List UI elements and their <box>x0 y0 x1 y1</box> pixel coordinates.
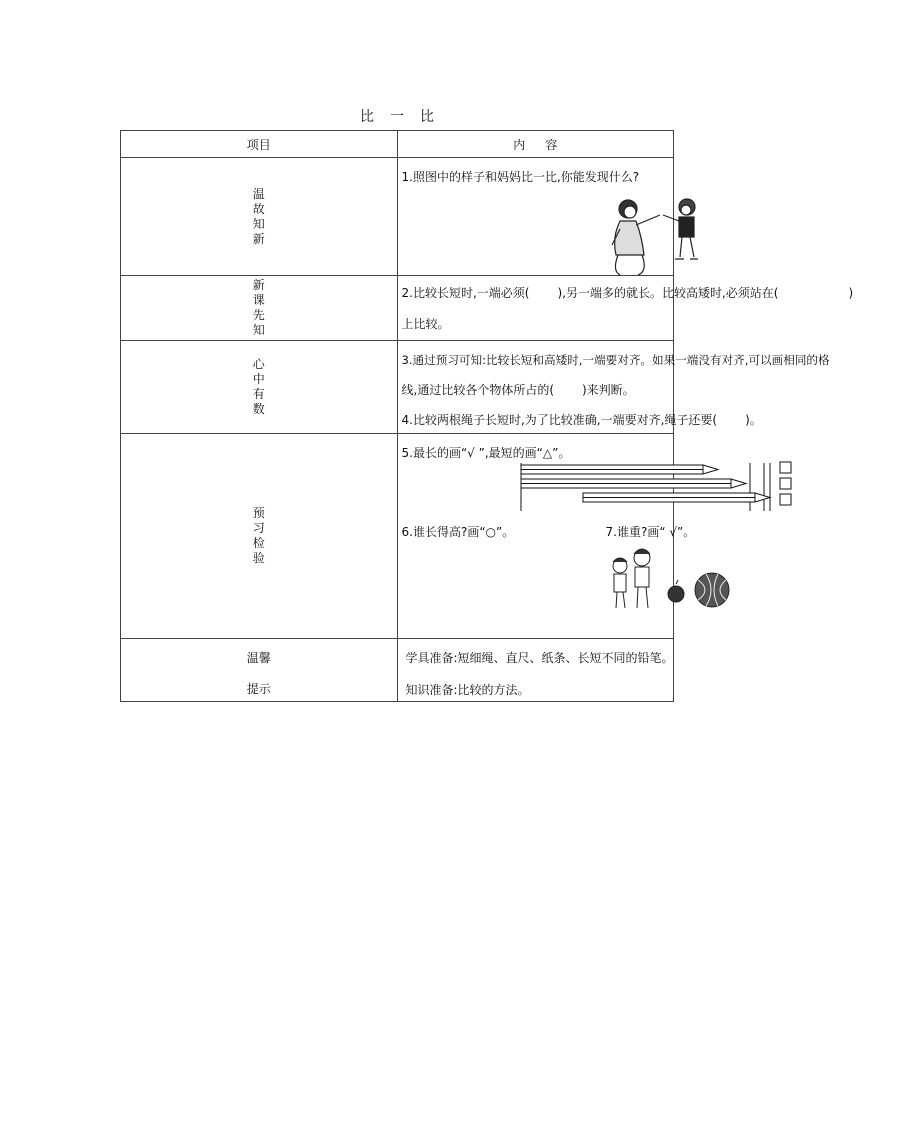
question-3-cont <box>398 383 674 398</box>
height-weight-illustration <box>398 540 916 614</box>
row-label-text: 预习检验 <box>252 506 265 565</box>
row-label-review <box>121 158 398 276</box>
row-content-summary <box>397 341 830 434</box>
row-content-preview <box>397 276 854 341</box>
question-3-part: )来判断。 <box>582 383 635 397</box>
page-title <box>0 106 794 126</box>
header-content-char: 内 <box>513 137 526 152</box>
question-5: 5.最长的画“√ ”,最短的画“△”。 <box>401 446 571 460</box>
question-7: 7.谁重?画“ √”。 <box>605 525 696 539</box>
title-char: 比 <box>420 109 434 125</box>
header-item: 项目 <box>121 131 398 158</box>
row-label-tips <box>121 639 398 702</box>
answer-box[interactable] <box>780 462 791 473</box>
row-content-tips <box>397 639 674 702</box>
mother-child-illustration <box>398 185 916 275</box>
questions-6-7 <box>398 525 696 540</box>
question-2-part: 2.比较长短时,一端必须( <box>401 286 530 300</box>
header-content <box>397 131 674 158</box>
tips-label-top: 温馨 <box>246 651 271 665</box>
row-label-text: 温故知新 <box>252 186 265 246</box>
answer-box[interactable] <box>780 478 791 489</box>
tip-supplies: 学具准备:短细绳、直尺、纸条、长短不同的铅笔。 <box>405 651 674 665</box>
row-content-check <box>397 434 696 639</box>
tip-knowledge: 知识准备:比较的方法。 <box>405 683 530 697</box>
question-3: 3.通过预习可知:比较长短和高矮时,一端要对齐。如果一端没有对齐,可以画相同的格 <box>401 353 830 367</box>
row-preview <box>121 276 674 341</box>
question-4-part: 4.比较两根绳子长短时,为了比较准确,一端要对齐,绳子还要( <box>401 413 718 427</box>
answer-box[interactable] <box>780 494 791 505</box>
question-4-part: )。 <box>745 413 762 427</box>
row-label-summary <box>121 341 398 434</box>
row-label-text: 心中有数 <box>252 357 265 416</box>
question-6: 6.谁长得高?画“○”。 <box>401 525 515 539</box>
row-tips <box>121 639 674 702</box>
question-2 <box>398 286 854 301</box>
question-1: 1.照图中的样子和妈妈比一比,你能发现什么? <box>401 170 640 184</box>
question-3-part: 线,通过比较各个物体所占的( <box>401 383 554 397</box>
row-label-text: 新课先知 <box>252 278 265 337</box>
title-char: 一 <box>390 109 404 125</box>
row-content-review <box>397 158 674 276</box>
question-2-part: ),另一端多的就长。比较高矮时,必须站在( <box>557 286 779 300</box>
tips-label-bottom: 提示 <box>246 682 271 696</box>
question-2-part: ) <box>848 286 854 300</box>
row-label-check <box>121 434 398 639</box>
row-review <box>121 158 674 276</box>
question-2-cont: 上比较。 <box>401 317 450 331</box>
question-4 <box>398 413 762 428</box>
row-label-preview <box>121 276 398 341</box>
worksheet-table <box>120 130 854 702</box>
pencils-illustration <box>398 461 916 515</box>
header-row <box>121 131 674 158</box>
header-content-char: 容 <box>545 137 558 152</box>
row-check <box>121 434 674 639</box>
title-char: 比 <box>360 109 374 125</box>
row-summary <box>121 341 674 434</box>
